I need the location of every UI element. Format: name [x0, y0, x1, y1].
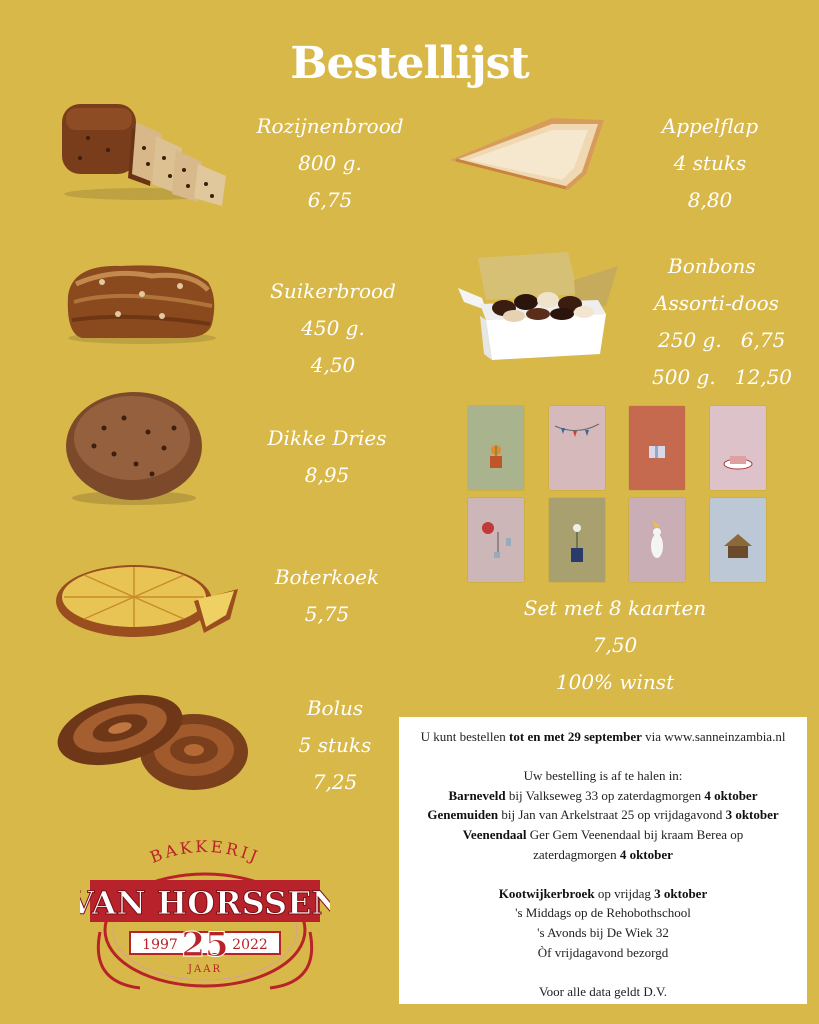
greeting-card-5 — [468, 498, 524, 582]
product-name: Bolus — [306, 696, 364, 720]
greeting-card-8 — [710, 498, 766, 582]
greeting-card-3 — [629, 406, 685, 490]
dikke-dries-image — [64, 388, 206, 512]
product-name: Set met 8 kaarten — [523, 596, 707, 620]
boterkoek-image — [54, 553, 240, 645]
logo-year-start: 1997 — [142, 937, 178, 953]
product-name: Dikke Dries — [267, 426, 387, 450]
flower-pot-icon — [468, 406, 524, 490]
logo-sub: JAAR — [188, 964, 222, 975]
product-weight: 800 g. — [298, 151, 362, 175]
product-name: Boterkoek — [274, 565, 380, 589]
hut-icon — [710, 498, 766, 582]
pickup-kootwijkerbroek: Kootwijkerbroek op vrijdag 3 oktober — [498, 885, 708, 901]
greeting-card-2 — [549, 406, 605, 490]
product-count: 4 stuks — [673, 151, 747, 175]
product-suikerbrood — [248, 273, 418, 384]
order-deadline-line: U kunt bestellen tot en met 29 september via www.sanneinzambia.nl — [420, 729, 786, 744]
pickup-veenendaal-time: zaterdagmorgen 4 oktober — [533, 846, 673, 862]
product-boterkoek — [242, 559, 412, 633]
bonbon-box-image — [456, 250, 620, 366]
product-bolus — [250, 690, 420, 801]
bolus-image — [54, 680, 250, 798]
pickup-genemuiden: Genemuiden bij Jan van Arkelstraat 25 op vrijdagavond 3 oktober — [427, 807, 779, 823]
cockatoo-icon — [629, 498, 685, 582]
sugar-bread-image — [62, 258, 220, 350]
pickup-heading: Uw bestelling is af te halen in: — [523, 768, 683, 784]
product-weight: 450 g. — [301, 316, 365, 340]
product-price: 8,80 — [687, 188, 733, 212]
logo-year-end: 2022 — [232, 937, 268, 953]
product-price: 8,95 — [304, 463, 350, 487]
bakery-logo — [80, 832, 330, 996]
logo-top-text: BAKKERIJ — [147, 836, 263, 867]
product-price: 4,50 — [310, 353, 356, 377]
order-info-box — [399, 717, 807, 1004]
product-appelflap — [630, 108, 790, 219]
vase-icon — [549, 498, 605, 582]
product-name: Rozijnenbrood — [256, 114, 404, 138]
appelflap-image — [448, 116, 608, 196]
product-price-500: 500 g. 12,50 — [652, 365, 793, 389]
product-kaarten — [510, 590, 720, 701]
greeting-card-1 — [468, 406, 524, 490]
product-rozijnenbrood — [245, 108, 415, 219]
bunting-icon — [549, 406, 605, 490]
product-count: 5 stuks — [298, 733, 372, 757]
raisin-bread-image — [58, 98, 230, 212]
product-name: Bonbons — [668, 254, 756, 278]
pickup-veenendaal: Veenendaal Ger Gem Veenendaal bij kraam Berea op — [462, 826, 744, 842]
teapot-icon — [468, 498, 524, 582]
product-bonbons — [632, 248, 792, 396]
product-note: 100% winst — [555, 670, 675, 694]
logo-name: VAN HORSSEN — [80, 884, 330, 922]
product-price: 6,75 — [307, 188, 353, 212]
product-sub: Assorti-doos — [654, 291, 779, 315]
product-name: Appelflap — [661, 114, 759, 138]
product-dikke-dries — [242, 420, 412, 494]
product-name: Suikerbrood — [270, 279, 396, 303]
pickup-barneveld: Barneveld bij Valkseweg 33 op zaterdagmorgen 4 oktober — [448, 787, 758, 803]
pickup-avond: 's Avonds bij De Wiek 32 — [537, 924, 669, 940]
product-price: 5,75 — [304, 602, 350, 626]
gift-icon — [629, 406, 685, 490]
product-price: 7,50 — [592, 633, 638, 657]
greeting-card-7 — [629, 498, 685, 582]
logo-number: 25 — [181, 925, 229, 965]
greeting-card-4 — [710, 406, 766, 490]
product-price: 7,25 — [312, 770, 358, 794]
product-price-250: 250 g. 6,75 — [658, 328, 786, 352]
page-title: Bestellijst — [290, 38, 529, 89]
greeting-card-6 — [549, 498, 605, 582]
pickup-middag: 's Middags op de Rehobothschool — [515, 905, 691, 921]
dv-note: Voor alle data geldt D.V. — [538, 983, 668, 999]
cake-icon — [710, 406, 766, 490]
delivery-option: Òf vrijdagavond bezorgd — [537, 944, 669, 960]
